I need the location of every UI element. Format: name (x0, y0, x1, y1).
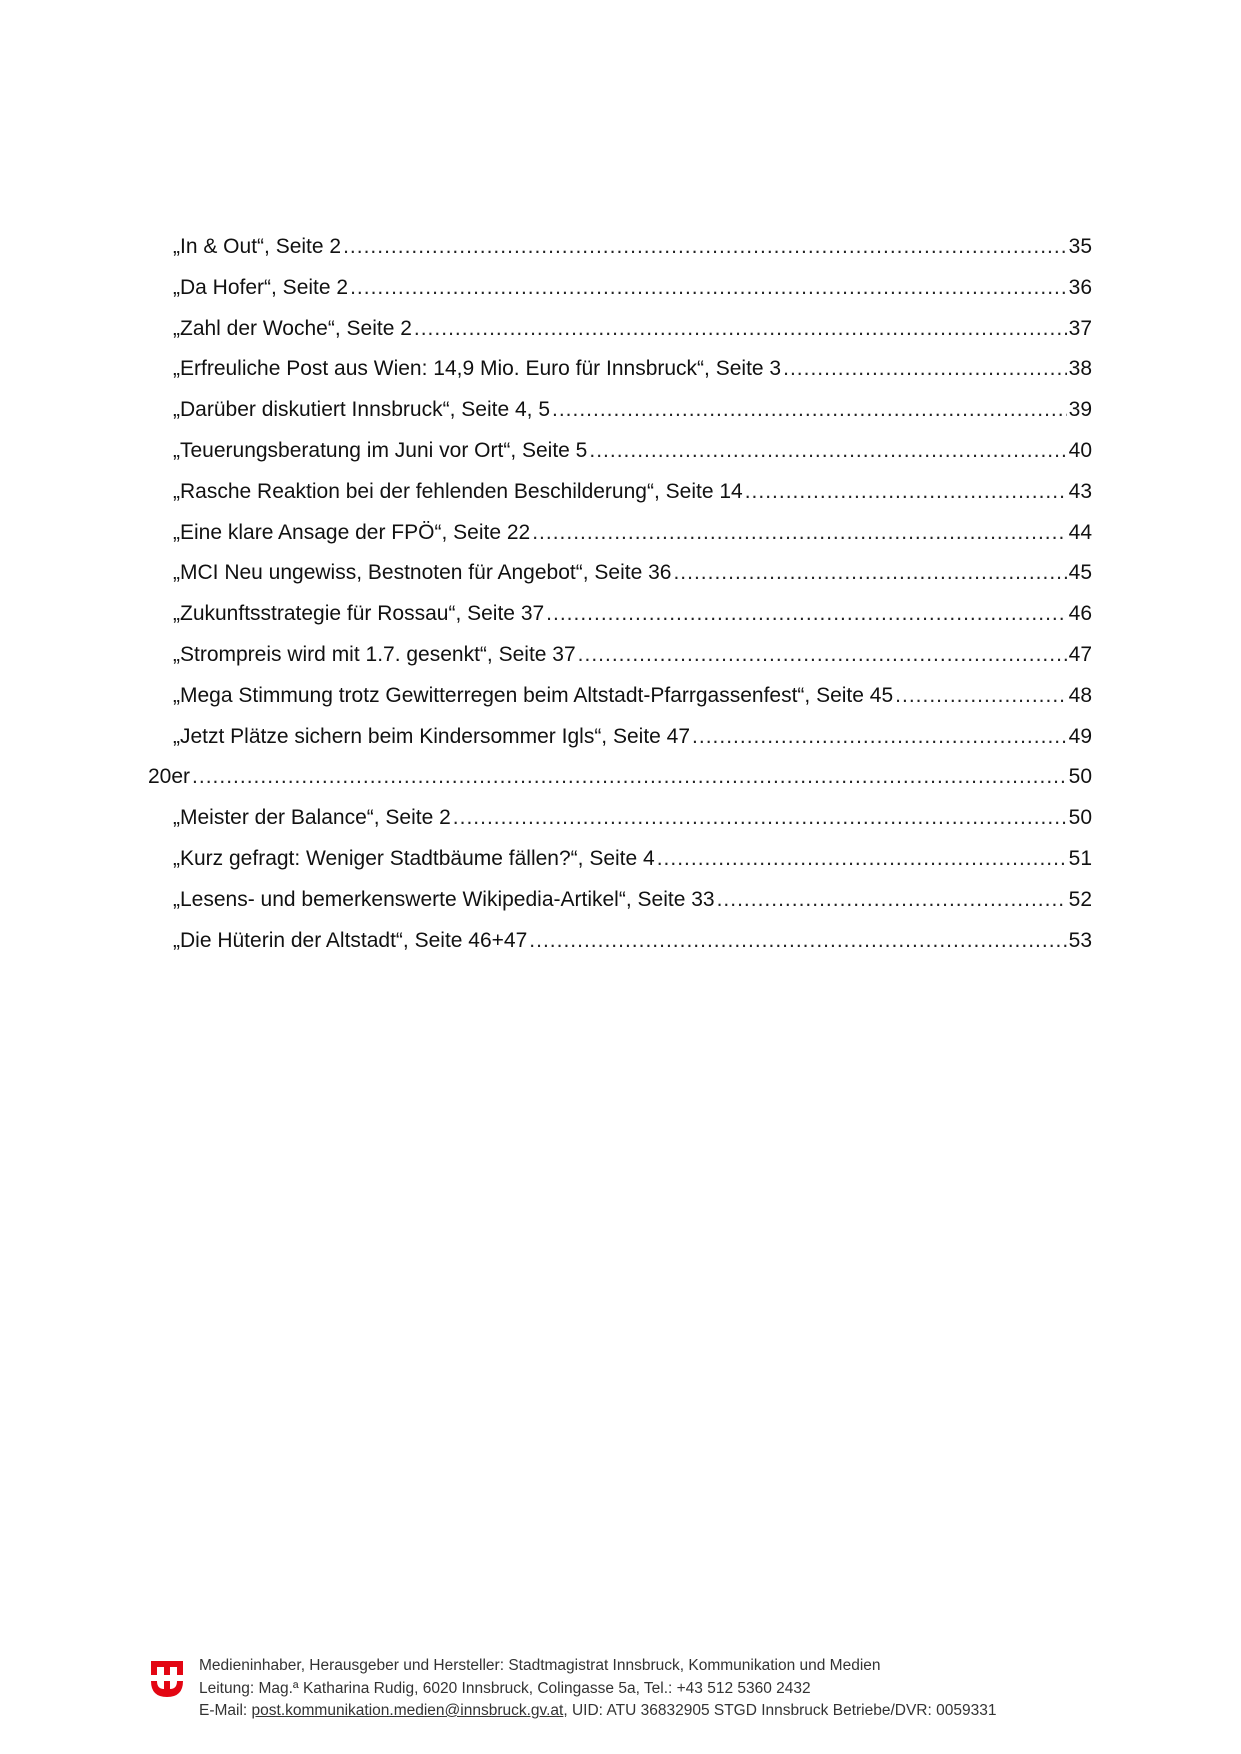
toc-leader-dots (692, 725, 1067, 749)
toc-entry[interactable] (148, 480, 1092, 521)
toc-entry[interactable] (148, 276, 1092, 317)
toc-leader-dots (192, 765, 1067, 789)
innsbruck-logo-icon (151, 1659, 183, 1697)
toc-entry-page: 47 (1068, 642, 1092, 666)
toc-leader-dots (673, 561, 1066, 585)
toc-entry-title: „Darüber diskutiert Innsbruck“, Seite 4, 5 (173, 398, 550, 422)
toc-leader-dots (552, 398, 1067, 422)
toc-entry-title: „MCI Neu ungewiss, Bestnoten für Angebot“, Seite 36 (173, 561, 672, 585)
toc-leader-dots (414, 317, 1067, 341)
toc-entry[interactable] (148, 398, 1092, 439)
toc-entry[interactable] (148, 929, 1092, 970)
email-link[interactable]: post.kommunikation.medien@innsbruck.gv.at (251, 1702, 564, 1719)
toc-entry-page: 43 (1068, 479, 1092, 503)
toc-leader-dots (589, 439, 1066, 463)
toc-entry-page: 49 (1068, 724, 1092, 748)
toc-leader-dots (343, 235, 1067, 259)
toc-entry-page: 39 (1068, 398, 1092, 422)
toc-entry-title: 20er (148, 765, 191, 789)
footer-contact: E-Mail: post.kommunikation.medien@innsbruck.gv.at, UID: ATU 36832905 STGD Innsbruck Betriebe/DVR: 0059331 (199, 1702, 997, 1719)
toc-entry-page: 38 (1068, 357, 1092, 381)
toc-leader-dots (783, 357, 1067, 381)
toc-entry-page: 51 (1068, 846, 1092, 870)
toc-entry[interactable] (148, 684, 1092, 725)
toc-entry-title: „Da Hofer“, Seite 2 (173, 275, 349, 299)
toc-entry[interactable] (148, 847, 1092, 888)
footer-publisher: Medieninhaber, Herausgeber und Hersteller: Stadtmagistrat Innsbruck, Kommunikation und Medien (199, 1657, 881, 1674)
toc-entry-title: „Die Hüterin der Altstadt“, Seite 46+47 (173, 928, 528, 952)
toc-entry-page: 45 (1068, 561, 1092, 585)
toc-entry[interactable] (148, 235, 1092, 276)
toc-entry-title: „In & Out“, Seite 2 (173, 235, 342, 258)
toc-entry-title: „Zahl der Woche“, Seite 2 (173, 316, 412, 340)
toc-entry-page: 36 (1068, 275, 1092, 299)
toc-leader-dots (546, 602, 1066, 626)
toc-entry[interactable] (148, 725, 1092, 766)
toc-entry-title: „Rasche Reaktion bei der fehlenden Beschilderung“, Seite 14 (173, 479, 743, 503)
toc-entry-title: „Erfreuliche Post aus Wien: 14,9 Mio. Euro für Innsbruck“, Seite 3 (173, 357, 782, 381)
toc-entry-title: „Strompreis wird mit 1.7. gesenkt“, Seite 37 (173, 642, 576, 666)
toc-entry[interactable] (148, 439, 1092, 480)
toc-entry-page: 50 (1068, 806, 1092, 830)
toc-leader-dots (895, 684, 1066, 708)
toc-entry[interactable] (148, 806, 1092, 847)
toc-entry-title: „Jetzt Plätze sichern beim Kindersommer Igls“, Seite 47 (173, 724, 691, 748)
toc-entry-title: „Kurz gefragt: Weniger Stadtbäume fällen?“, Seite 4 (173, 846, 655, 870)
toc-entry-page: 53 (1068, 928, 1092, 952)
toc-entry-title: „Zukunftsstrategie für Rossau“, Seite 37 (173, 602, 545, 626)
toc-entry[interactable] (148, 765, 1092, 806)
toc-entry-title: „Lesens- und bemerkenswerte Wikipedia-Artikel“, Seite 33 (173, 887, 715, 911)
toc-entry-page: 44 (1068, 520, 1092, 544)
toc-entry-page: 37 (1068, 316, 1092, 340)
toc-entry[interactable] (148, 317, 1092, 358)
toc-leader-dots (657, 847, 1067, 871)
toc-leader-dots (578, 643, 1067, 667)
footer-management: Leitung: Mag.ª Katharina Rudig, 6020 Innsbruck, Colingasse 5a, Tel.: +43 512 5360 2432 (199, 1679, 811, 1697)
toc-leader-dots (350, 276, 1067, 300)
toc-entry[interactable] (148, 888, 1092, 929)
toc-entry-title: „Eine klare Ansage der FPÖ“, Seite 22 (173, 520, 531, 544)
toc-entry-page: 46 (1068, 602, 1092, 626)
toc-entry[interactable] (148, 561, 1092, 602)
toc-entry[interactable] (148, 357, 1092, 398)
toc-leader-dots (532, 521, 1066, 545)
toc-entry-title: „Meister der Balance“, Seite 2 (173, 806, 451, 830)
toc-leader-dots (717, 888, 1067, 912)
toc-entry-title: „Mega Stimmung trotz Gewitterregen beim Altstadt-Pfarrgassenfest“, Seite 45 (173, 683, 894, 707)
toc-leader-dots (745, 480, 1067, 504)
toc-entry-page: 35 (1068, 235, 1092, 258)
toc-entry-page: 48 (1068, 683, 1092, 707)
toc-entry-page: 52 (1068, 887, 1092, 911)
toc-entry[interactable] (148, 521, 1092, 562)
toc-entry-page: 50 (1068, 765, 1092, 789)
table-of-contents (148, 235, 1092, 969)
toc-entry-title: „Teuerungsberatung im Juni vor Ort“, Seite 5 (173, 438, 588, 462)
toc-entry[interactable] (148, 602, 1092, 643)
toc-entry[interactable] (148, 643, 1092, 684)
toc-leader-dots (529, 929, 1066, 953)
toc-leader-dots (453, 806, 1067, 830)
toc-entry-page: 40 (1068, 438, 1092, 462)
